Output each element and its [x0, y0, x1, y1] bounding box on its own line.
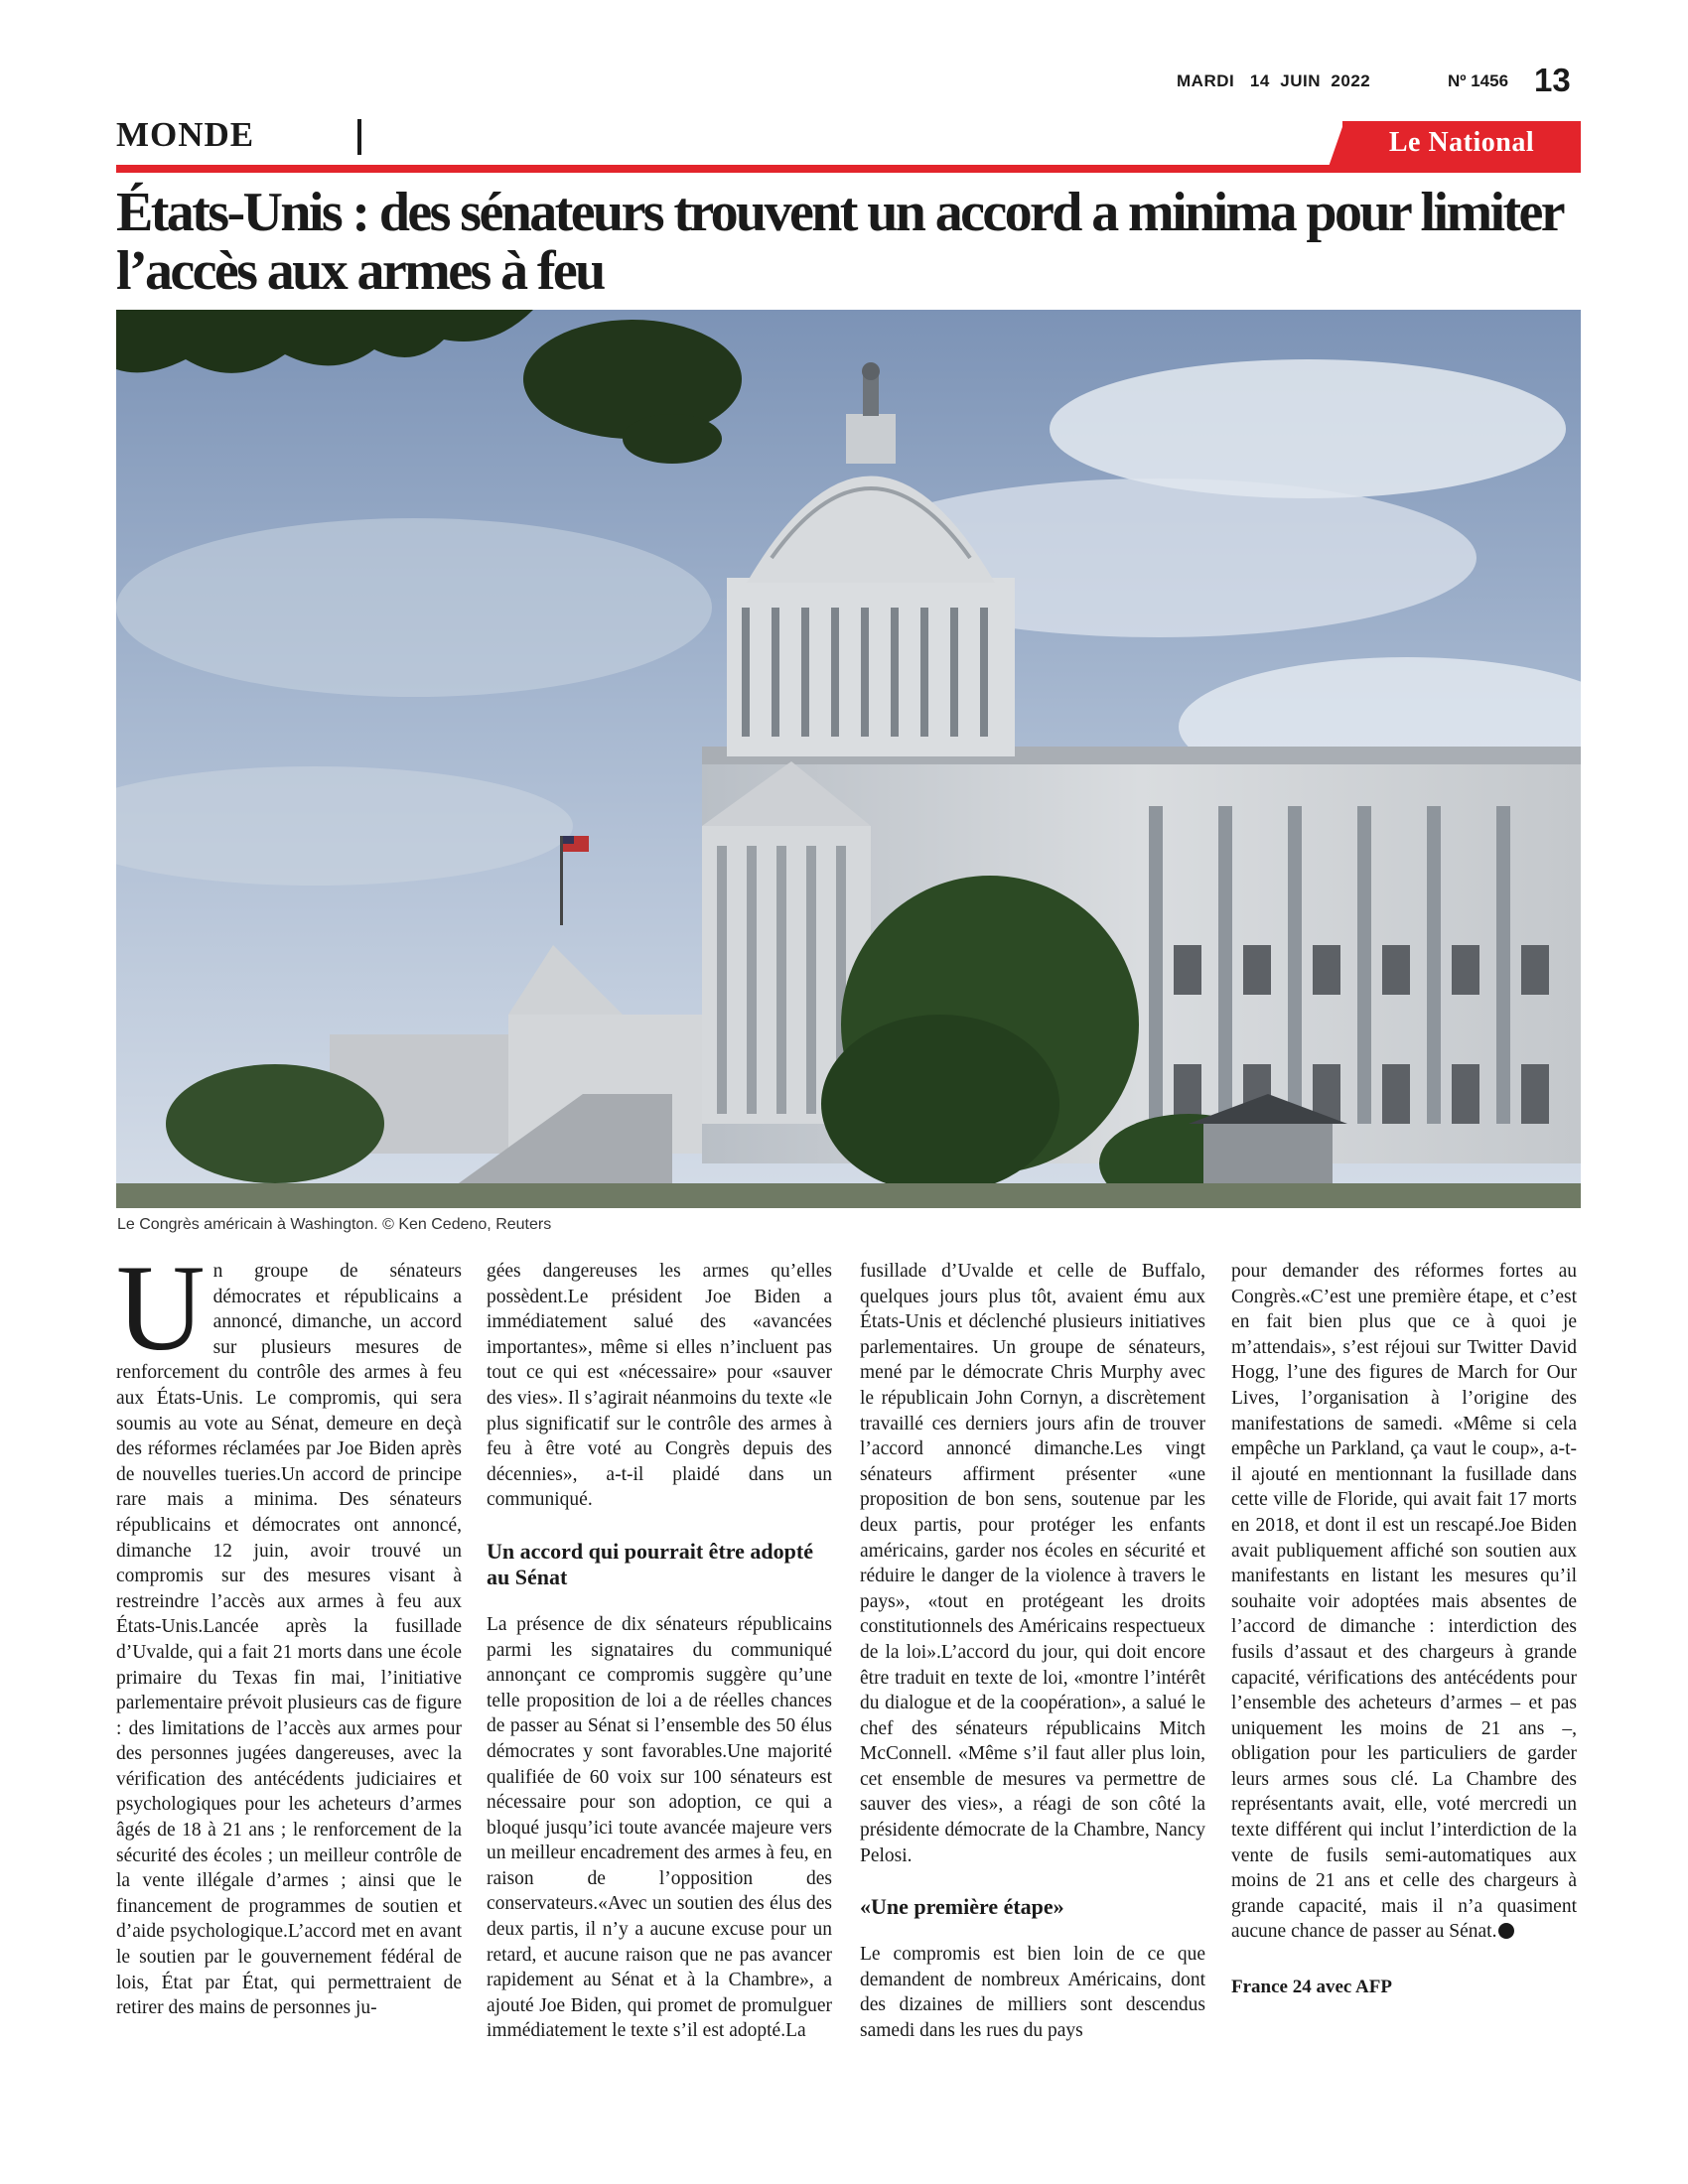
column-3 [860, 1259, 1205, 2044]
page-number: 13 [1534, 62, 1571, 98]
subhead-senate: Un accord qui pourrait être adopté au Sénat [487, 1538, 813, 1589]
headline: États-Unis : des sénateurs trouvent un accord a minima pour limiter l’accès aux armes à feu [116, 182, 1563, 302]
column-1 [116, 1240, 462, 2021]
issue-number: Nº 1456 [1448, 71, 1509, 90]
column-2 [487, 1259, 832, 2044]
column-2-text-a: gées dangereuses les armes qu’elles possèdent.Le président Joe Biden a immédiatement salué des «avancées importantes», même si elles n’incluent pas tout ce qui est «nécessaire» pour «sauver des vies». Il s’agirait néanmoins du texte «le plus significatif sur le contrôle des armes à feu à être voté au Congrès depuis des décennies», a-t-il plaidé dans un communiqué. [487, 1261, 832, 1511]
column-1-text: n groupe de sénateurs démocrates et républicains a annoncé, dimanche, un accord sur plusieurs mesures de renforcement du contrôle des armes à feu aux États-Unis. Le compromis, qui sera soumis au vote au Sénat, demeure en deçà des réformes réclamées par Joe Biden après de nouvelles tueries.Un accord de principe rare mais a minima. Des sénateurs républicains et démocrates ont annoncé, dimanche 12 juin, avoir trouvé un compromis sur des mesures visant à restreindre l’accès aux armes à feu aux États-Unis.Lancée après la fusillade d’Uvalde, qui a fait 21 morts dans une école primaire du Texas fin mai, l’initiative parlementaire prévoit plusieurs cas de figure : des limitations de l’accès aux armes pour des personnes jugées dangereuses, avec la vérification des antécédents judiciaires et psychologiques pour les acheteurs d’armes âgés de 18 à 21 ans ; le renforcement de la sécurité des écoles ; un meilleur contrôle de la vente illégale d’armes ; ainsi que le financement de programmes de soutien et d’aide psychologique.L’accord met en avant le soutien par le gouvernement fédéral de lois, État par État, qui permettraient de retirer des mains de personnes ju- [116, 1261, 462, 2019]
photo-caption: Le Congrès américain à Washington. © Ken Cedeno, Reuters [117, 1216, 552, 1233]
subhead-first-step: «Une première étape» [860, 1894, 1064, 1920]
lead-paragraph [116, 1240, 462, 2021]
column-3-text-a: fusillade d’Uvalde et celle de Buffalo, quelques jours plus tôt, avaient ému aux États-Unis et déclenché plusieurs initiatives parlementaires. Un groupe de sénateurs, mené par le démocrate Chris Murphy avec le républicain John Cornyn, a discrètement travaillé ces derniers jours afin de trouver l’accord annoncé dimanche.Les vingt sénateurs affirment présenter «une proposition de bon sens, soutenue par les deux partis, pour protéger les enfants américains, garder nos écoles en sécurité et réduire le danger de la violence à travers le pays», «tout en protégeant les droits constitutionnels des Américains respectueux de la loi».L’accord du jour, qui doit encore être traduit en texte de loi, «montre l’intérêt du dialogue et de la coopération», a salué le chef des sénateurs républicains Mitch McConnell. «Même s’il faut aller plus loin, cet ensemble de mesures va permettre de sauver des vies», a réagi de son côté la présidente démocrate de la Chambre, Nancy Pelosi. [860, 1261, 1205, 1866]
header-rule [116, 165, 1581, 173]
column-2-text-b: La présence de dix sénateurs républicains parmi les signataires du communiqué annonçant ce compromis suggère qu’une telle proposition de loi a de réelles chances de passer au Sénat si l’ensemble des 50 élus démocrates y sont favorables.Une majorité qualifiée de 60 voix sur 100 sénateurs est nécessaire pour son adoption, ce qui a bloqué jusqu’ici toute avancée majeure vers un meilleur encadrement des armes à feu, en raison de l’opposition des conservateurs.«Avec un soutien des élus des deux partis, il n’y a aucune excuse pour un retard, et aucune raison que ne pas avancer rapidement au Sénat et à la Chambre», a ajouté Joe Biden, qui promet de promulguer immédiatement le texte s’il est adopté.La [487, 1613, 832, 2042]
column-4-paragraph [1231, 1259, 1577, 1945]
section-label: MONDE [116, 115, 255, 154]
dateline: MARDI 14 JUIN 2022 [1177, 71, 1371, 90]
section-divider [357, 119, 361, 155]
dropcap: U [116, 1240, 206, 1376]
column-4-text: pour demander des réformes fortes au Congrès.«C’est une première étape, et c’est en fait bien plus que ce à quoi je m’attendais», s’est réjoui sur Twitter David Hogg, l’une des figures de March for Our Lives, l’organisation à l’origine des manifestations de samedi. «Même si cela empêche un Parkland, ça vaut le coup», a-t-il ajouté en mentionnant la fusillade dans cette ville de Floride, qui avait fait 17 morts en 2018, et dont il est un rescapé.Joe Biden avait publiquement affiché son soutien aux manifestants en listant les mesures qu’il souhaite voir adoptées mais absentes de l’accord de dimanche : interdiction des fusils d’assaut et des chargeurs à grande capacité, vérifications des antécédents pour l’ensemble des acheteurs d’armes – et pas uniquement les moins de 21 ans –, obligation pour les particuliers de garder leurs armes sous clé. La Chambre des représentants avait, elle, voté mercredi un texte différent qui inclut l’interdiction de la vente de fusils semi-automatiques aux moins de 21 ans et celle des chargeurs à grande capacité, mais il n’a quasiment aucune chance de passer au Sénat. [1231, 1261, 1577, 1943]
capitol-photo [116, 310, 1581, 1208]
column-4 [1231, 1259, 1577, 2000]
article-credit: France 24 avec AFP [1231, 1977, 1392, 1998]
column-3-text-b: Le compromis est bien loin de ce que demandent de nombreux Américains, dont des dizaines de milliers sont descendus samedi dans les rues du pays [860, 1944, 1205, 2042]
end-mark-icon [1498, 1923, 1514, 1939]
brand-label: Le National [1388, 127, 1535, 158]
